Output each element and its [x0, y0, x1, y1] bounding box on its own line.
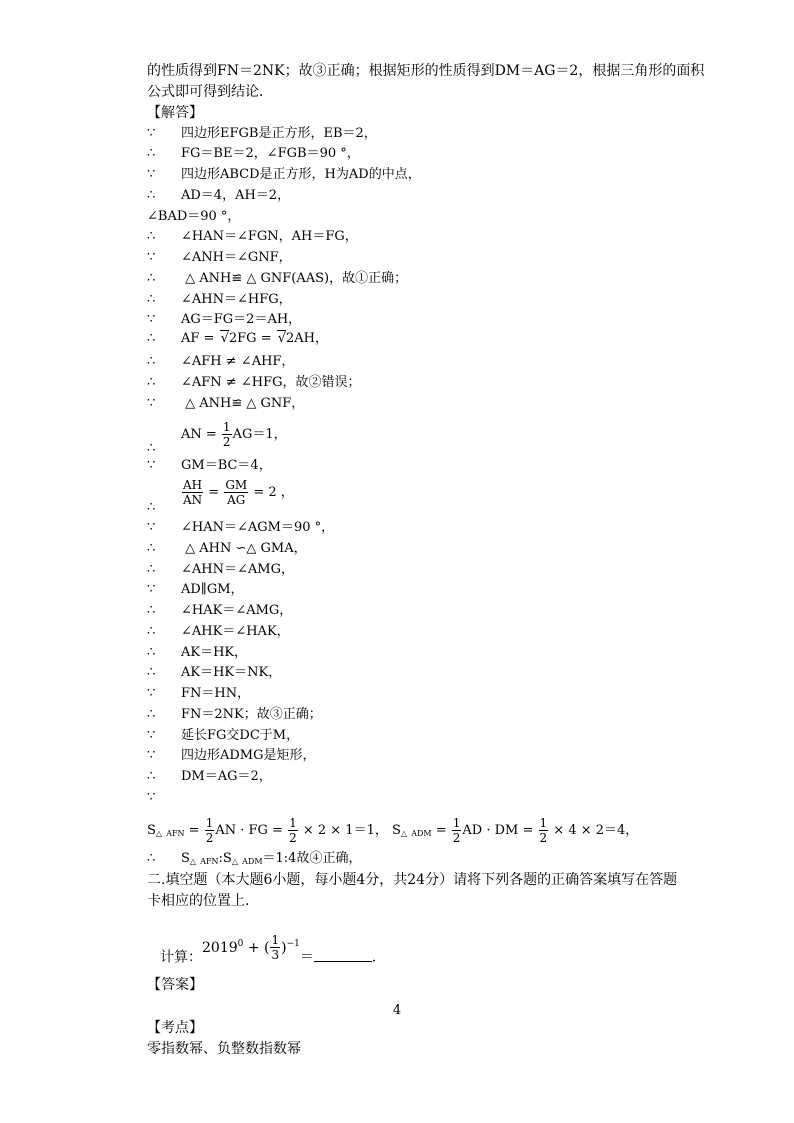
fraction-half: $\frac{1}{2}$	[539, 816, 548, 845]
therefore-symbol: ∴	[147, 271, 156, 286]
therefore-symbol: ∴	[147, 146, 156, 161]
step-line: ∵ 四边形ADMG是矩形，	[147, 748, 316, 763]
intro-line-1: 的性质得到FN＝2NK；故③正确；根据矩形的性质得到DM＝AG＝2，根据三角形的面积	[147, 63, 705, 79]
step-line-an: AN = $\frac{1}{2}$ AG＝1，	[181, 420, 287, 449]
step-line: ∵ AD∥GM，	[147, 582, 244, 597]
fraction-ah-an: $\frac{AH}{AN}$	[183, 478, 203, 507]
step-line: ∴ ∠AHN＝∠AMG，	[147, 562, 294, 577]
because-symbol: ∵	[147, 396, 156, 411]
therefore-symbol: ∴	[147, 441, 156, 456]
therefore-symbol: ∴	[147, 331, 156, 346]
therefore-symbol: ∴	[147, 665, 156, 680]
because-symbol: ∵	[147, 250, 156, 265]
therefore-symbol: ∴	[147, 603, 156, 618]
step-line: ∵ ∠HAN＝∠AGM＝90 °，	[147, 520, 335, 535]
step-line: ∵ GM＝BC＝4，	[147, 458, 272, 473]
therefore-marker	[147, 500, 181, 516]
intro-line-2: 公式即可得到结论．	[147, 84, 273, 100]
step-line: ∴ ∠AFN ≠ ∠HFG，故②错误；	[147, 375, 361, 390]
step-line: ∴ AD＝4，AH＝2，	[147, 188, 291, 203]
step-line-af: ∴ AF = √2FG = √2AH，	[147, 331, 329, 346]
solution-heading: 【解答】	[147, 105, 203, 121]
step-line: ∵ 延长FG交DC于M，	[147, 728, 300, 743]
section-two-line-2: 卡相应的位置上.	[147, 893, 250, 909]
step-line: ∴ ∠HAK＝∠AMG，	[147, 603, 293, 618]
therefore-symbol: ∴	[147, 541, 156, 556]
because-symbol: ∵	[147, 582, 156, 597]
because-symbol: ∵	[147, 686, 156, 701]
step-line: ∴ ∠AHN＝∠HFG，	[147, 292, 292, 307]
step-line: ∴ FG＝BE＝2，∠FGB＝90 °，	[147, 146, 360, 161]
step-line: ∵ 四边形ABCD是正方形，H为AD的中点，	[147, 167, 421, 182]
therefore-symbol: ∴	[147, 851, 156, 866]
therefore-symbol: ∴	[147, 769, 156, 784]
fraction-one-third: $\frac{1}{3}$	[271, 933, 280, 962]
step-line-ratio: $\frac{AH}{AN}$ = $\frac{GM}{AG}$ = 2 ，	[183, 478, 294, 507]
therefore-symbol: ∴	[147, 707, 156, 722]
therefore-symbol: ∴	[147, 188, 156, 203]
therefore-symbol: ∴	[147, 562, 156, 577]
step-line: ∵ FN＝HN，	[147, 686, 251, 701]
because-symbol: ∵	[147, 790, 156, 805]
step-line: ∴ ∠HAN＝∠FGN，AH＝FG，	[147, 229, 358, 244]
therefore-marker	[147, 441, 181, 457]
because-marker	[147, 790, 181, 806]
therefore-symbol: ∴	[147, 354, 156, 369]
knowledge-heading: 【考点】	[147, 1020, 203, 1036]
step-line: ∵ 四边形EFGB是正方形，EB＝2，	[147, 126, 377, 141]
answer-heading: 【答案】	[147, 977, 203, 993]
therefore-symbol: ∴	[147, 645, 156, 660]
fraction-half: $\frac{1}{2}$	[452, 816, 461, 845]
because-symbol: ∵	[147, 520, 156, 535]
therefore-symbol: ∴	[147, 624, 156, 639]
fraction-gm-ag: $\frac{GM}{AG}$	[225, 478, 248, 507]
ratio-line: ∴ $S_\triangle$ $_{AFN}:S_\triangle$ $_{ADM}$＝1:4故④正确，	[147, 851, 362, 866]
because-symbol: ∵	[147, 126, 156, 141]
step-line: ∵ AG＝FG＝2＝AH，	[147, 312, 302, 327]
answer-blank[interactable]	[314, 949, 372, 962]
sqrt-symbol: √	[220, 331, 229, 346]
step-line: ∴ △ ANH≌ △ GNF(AAS)，故①正确；	[147, 271, 408, 286]
step-line: ∵ △ ANH≌ △ GNF，	[147, 396, 305, 411]
step-line: ∵ ∠ANH＝∠GNF，	[147, 250, 292, 265]
therefore-symbol: ∴	[147, 229, 156, 244]
step-line: ∴ △ AHN ∽△ GMA，	[147, 541, 307, 556]
question-line: 计算：$2019^0$ + ( $\frac{1}{3}$ )$^{-1}$＝ ．	[160, 933, 386, 966]
answer-value: 4	[392, 1003, 402, 1018]
therefore-symbol: ∴	[147, 292, 156, 307]
step-line: ∴ ∠AFH ≠ ∠AHF，	[147, 354, 295, 369]
because-symbol: ∵	[147, 728, 156, 743]
step-line: ∴ ∠AHK＝∠HAK，	[147, 624, 290, 639]
because-symbol: ∵	[147, 167, 156, 182]
step-line: ∠BAD＝90 °，	[147, 209, 241, 224]
because-symbol: ∵	[147, 458, 156, 473]
step-line: ∴ FN＝2NK；故③正确；	[147, 707, 322, 722]
fraction-half: $\frac{1}{2}$	[289, 816, 297, 845]
section-two-line-1: 二.填空题（本大题6小题，每小题4分，共24分）请将下列各题的正确答案填写在答题	[147, 872, 678, 888]
fraction-half: $\frac{1}{2}$	[222, 420, 231, 449]
sqrt-symbol: √	[277, 331, 287, 346]
because-symbol: ∵	[147, 312, 156, 327]
because-symbol: ∵	[147, 748, 156, 763]
step-line: ∴ AK＝HK，	[147, 645, 248, 660]
therefore-symbol: ∴	[147, 375, 156, 390]
knowledge-point: 零指数幂、负整数指数幂	[147, 1041, 301, 1057]
therefore-symbol: ∴	[147, 500, 156, 515]
step-line: ∴ DM＝AG＝2，	[147, 769, 272, 784]
step-line: ∴ AK＝HK＝NK，	[147, 665, 282, 680]
area-formula-line: $S_\triangle$ $_{AFN}$ = $\frac{1}{2}$ AN · FG = $\frac{1}{2}$ × 2 × 1＝1， $S_\triangle$ $_{ADM}$ = $\frac{1}{2}$ AD · DM = $\frac{1}{2}$ × 4 × 2＝4，	[147, 816, 639, 845]
fraction-half: $\frac{1}{2}$	[205, 816, 214, 845]
